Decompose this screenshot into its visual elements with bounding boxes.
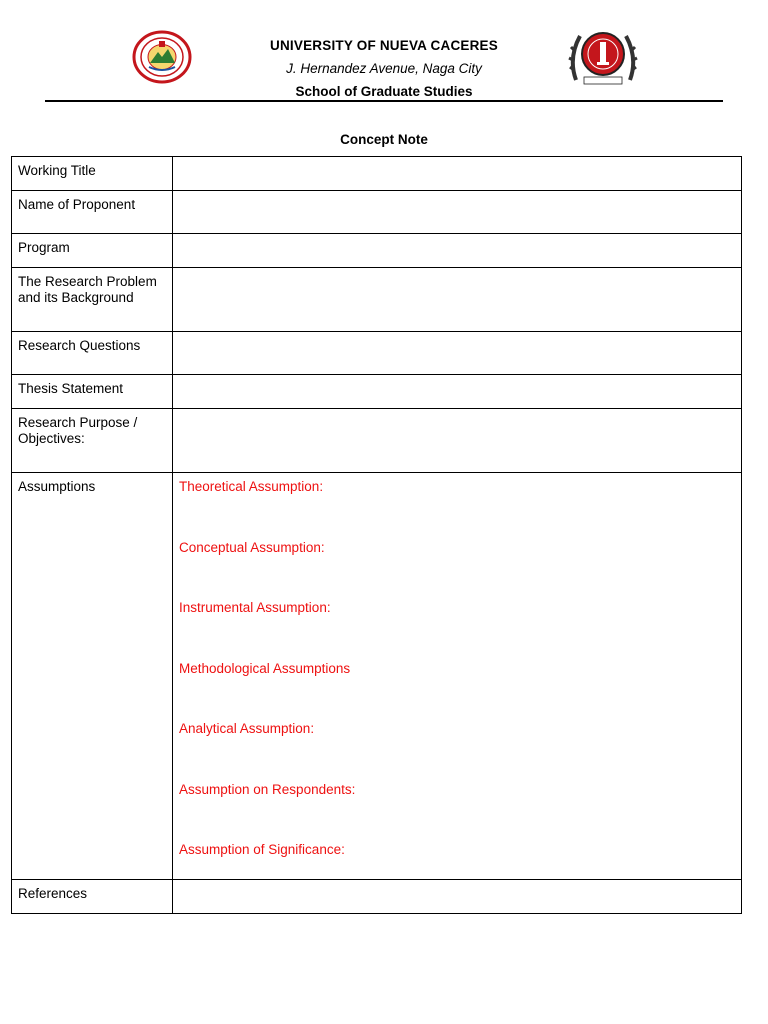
thesis-statement-label: Thesis Statement	[12, 375, 173, 409]
document-title: Concept Note	[340, 132, 428, 147]
working-title-field[interactable]	[173, 157, 742, 191]
research-questions-label: Research Questions	[12, 332, 173, 375]
table-row	[12, 332, 742, 375]
analytical-assumption-label: Analytical Assumption:	[179, 721, 315, 736]
table-row	[12, 234, 742, 268]
research-purpose-field[interactable]	[173, 409, 742, 473]
research-questions-field[interactable]	[173, 332, 742, 375]
proponent-name-field[interactable]	[173, 191, 742, 234]
conceptual-assumption-label: Conceptual Assumption:	[179, 539, 325, 555]
school-name: School of Graduate Studies	[295, 84, 473, 99]
table-row	[12, 191, 742, 234]
table-row	[12, 268, 742, 332]
table-row	[12, 375, 742, 409]
graduate-school-logo	[566, 28, 640, 86]
header-divider	[45, 100, 723, 102]
thesis-statement-field[interactable]	[173, 375, 742, 409]
table-row	[12, 880, 742, 914]
research-purpose-label: Research Purpose / Objectives:	[12, 409, 173, 473]
significance-assumption-label: Assumption of Significance:	[179, 842, 345, 857]
methodological-assumptions-label: Methodological Assumptions	[179, 660, 351, 676]
university-name: UNIVERSITY OF NUEVA CACERES	[270, 38, 498, 53]
references-field[interactable]	[173, 880, 742, 914]
instrumental-assumption-label: Instrumental Assumption:	[179, 600, 331, 615]
theoretical-assumption-label: Theoretical Assumption:	[179, 479, 324, 494]
concept-note-table	[11, 156, 742, 914]
research-problem-field[interactable]	[173, 268, 742, 332]
research-problem-label: The Research Problem and its Background	[12, 268, 173, 332]
university-address: J. Hernandez Avenue, Naga City	[286, 61, 482, 76]
document-header	[0, 0, 768, 110]
proponent-name-label: Name of Proponent	[12, 191, 173, 234]
assumptions-label: Assumptions	[12, 473, 173, 880]
respondents-assumption-label: Assumption on Respondents:	[179, 781, 356, 797]
table-row	[12, 409, 742, 473]
assumptions-field[interactable]	[173, 473, 742, 880]
table-row	[12, 157, 742, 191]
references-label: References	[12, 880, 173, 914]
program-label: Program	[12, 234, 173, 268]
table-row	[12, 473, 742, 880]
working-title-label: Working Title	[12, 157, 173, 191]
program-field[interactable]	[173, 234, 742, 268]
